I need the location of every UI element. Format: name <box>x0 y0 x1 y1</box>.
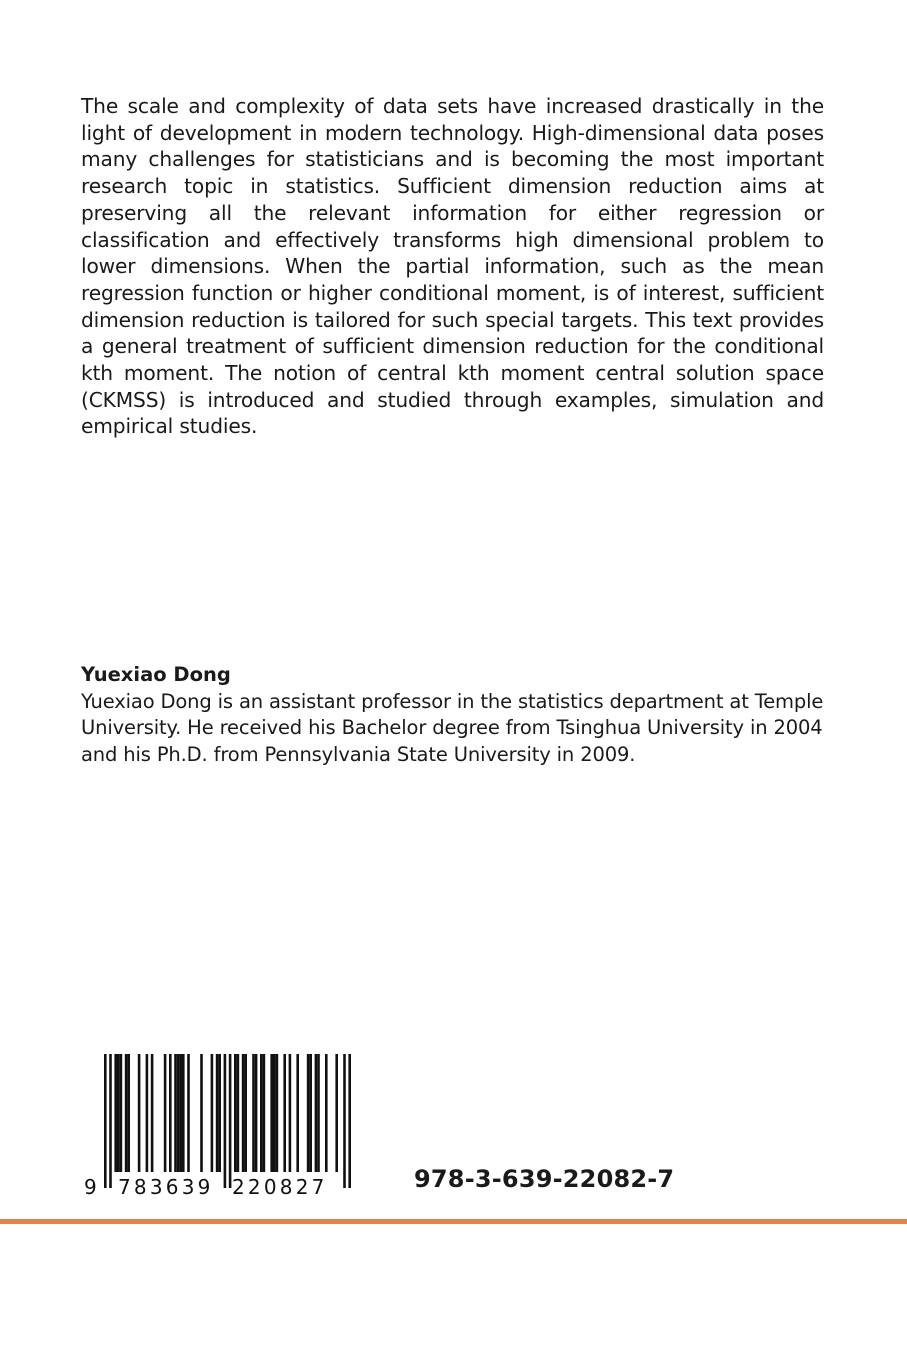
barcode-bar <box>234 1054 237 1172</box>
barcode-bar <box>283 1054 286 1172</box>
author-section <box>81 662 841 769</box>
orange-divider <box>0 1219 907 1224</box>
barcode-bar <box>325 1054 328 1172</box>
barcode-bar <box>343 1054 346 1188</box>
barcode-bar <box>138 1054 141 1172</box>
barcode-bar <box>224 1054 227 1188</box>
book-description: The scale and complexity of data sets have increased drastically in the light of development in modern technology. High-dimensional data poses many challenges for statisticians and is becoming the most important research topic in statistics. Sufficient dimension reduction aims at preserving all the relevant information for either regression or classification and effectively transforms high dimensional problem to lower dimensions. When the partial information, such as the mean regression function or higher conditional moment, is of interest, sufficient dimension reduction is tailored for such special targets. This text provides a general treatment of sufficient dimension reduction for the conditional kth moment. The notion of central kth moment central solution space (CKMSS) is introduced and studied through examples, simulation and empirical studies. <box>81 94 824 439</box>
barcode-bar <box>216 1054 219 1172</box>
barcode-bar <box>177 1054 180 1172</box>
barcode-bar <box>125 1054 128 1172</box>
barcode-left-group: 783639 <box>118 1175 214 1199</box>
barcode-bar <box>237 1054 240 1172</box>
barcode-bar <box>182 1054 185 1172</box>
barcode-bar <box>244 1054 247 1172</box>
barcode-bar <box>146 1054 149 1172</box>
barcode-bar <box>348 1054 351 1188</box>
isbn-number: 978-3-639-22082-7 <box>414 1165 675 1193</box>
barcode-bar <box>263 1054 266 1172</box>
barcode-bar <box>117 1054 120 1172</box>
barcode-bars <box>104 1054 351 1188</box>
barcode-bar <box>296 1054 299 1172</box>
barcode-bar <box>218 1054 221 1172</box>
barcode-bar <box>260 1054 263 1172</box>
barcode-right-group: 220827 <box>232 1175 328 1199</box>
barcode-bar <box>335 1054 338 1172</box>
barcode-bar <box>255 1054 258 1172</box>
barcode-bar <box>179 1054 182 1172</box>
barcode-bar <box>242 1054 245 1172</box>
barcode-bar <box>164 1054 167 1172</box>
barcode-bar <box>307 1054 310 1172</box>
barcode-bar <box>187 1054 190 1172</box>
author-name: Yuexiao Dong <box>81 663 231 686</box>
barcode-bar <box>211 1054 214 1172</box>
barcode-bar <box>200 1054 203 1172</box>
barcode-bar <box>252 1054 255 1172</box>
barcode-bar <box>315 1054 318 1172</box>
author-bio: Yuexiao Dong is an assistant professor in the statistics department at Temple University. He received his Bachelor degree from Tsinghua University in 2004 and his Ph.D. from Pennsylvania State University in 2009. <box>81 689 824 767</box>
barcode-bar <box>289 1054 292 1172</box>
barcode-bar <box>109 1054 112 1188</box>
barcode-bar <box>229 1054 232 1188</box>
barcode-bar <box>127 1054 130 1172</box>
barcode-bar <box>317 1054 320 1172</box>
barcode-bar <box>273 1054 276 1172</box>
barcode-first-digit: 9 <box>84 1175 97 1199</box>
barcode-bar <box>120 1054 123 1172</box>
barcode-bar <box>114 1054 117 1172</box>
barcode-bar <box>104 1054 107 1188</box>
barcode-bar <box>276 1054 279 1172</box>
barcode-bar <box>309 1054 312 1172</box>
barcode-bar <box>151 1054 154 1172</box>
barcode-bar <box>270 1054 273 1172</box>
isbn-barcode <box>84 1054 356 1199</box>
barcode-bar <box>174 1054 177 1172</box>
barcode-bar <box>169 1054 172 1172</box>
